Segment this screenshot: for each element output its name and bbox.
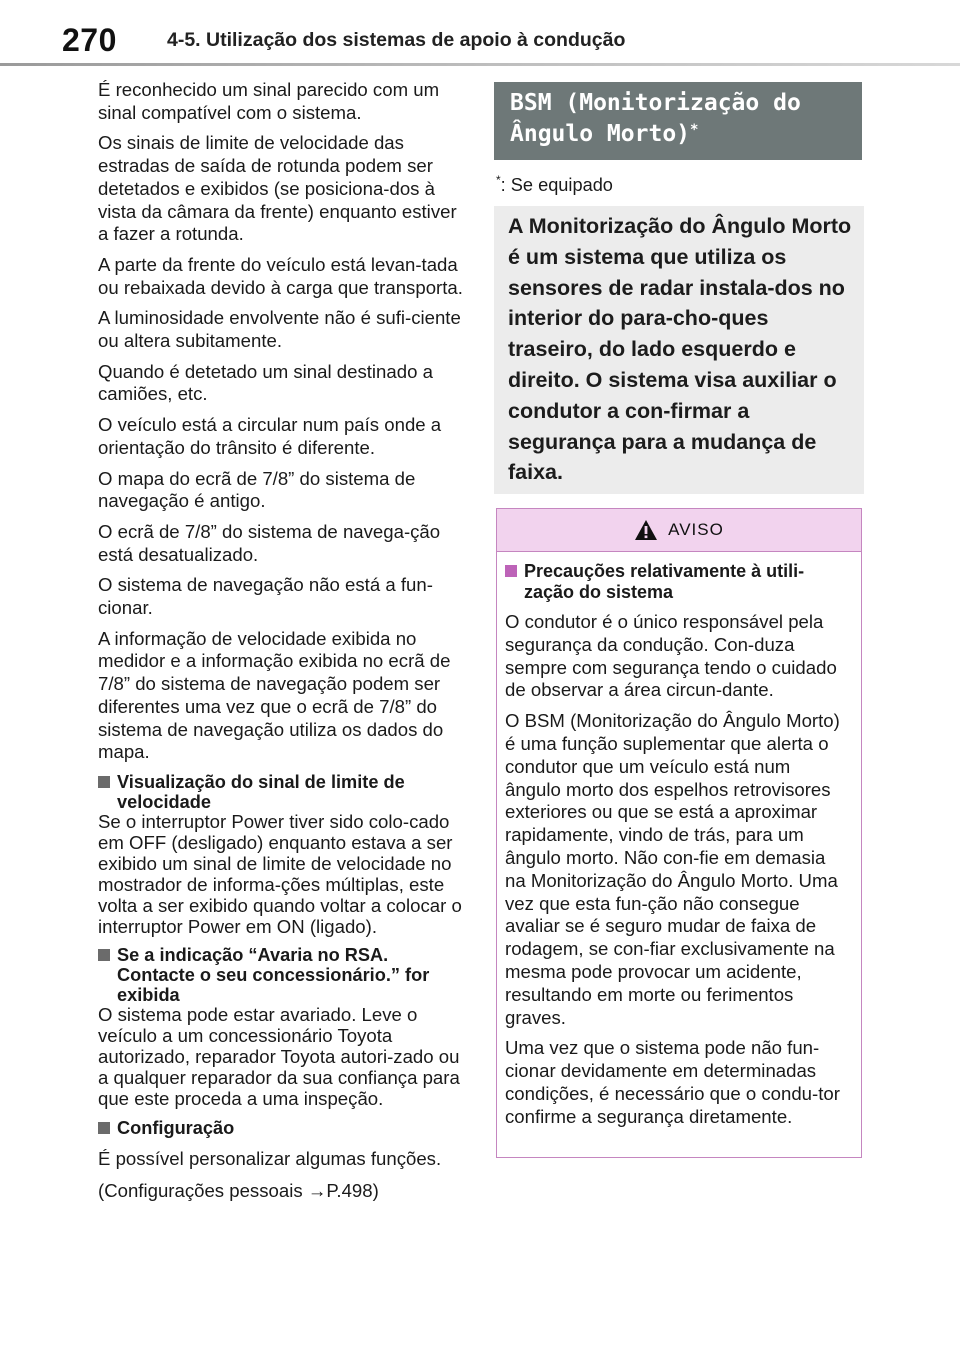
- page-number: 270: [62, 22, 117, 58]
- paragraph: Os sinais de limite de velocidade das estradas de saída de rotunda podem ser detetados e exibidos (se posiciona-dos à vista da câmara da frente) enquanto estiver a fazer a rotunda.: [98, 132, 457, 245]
- warning-paragraph: Uma vez que o sistema pode não fun-cionar devidamente em determinadas condições, é necessário que o condu-tor confirme a segurança diretamente.: [505, 1037, 840, 1127]
- section-heading-rsa-fault: [98, 945, 466, 1005]
- footnote-mark: *: [496, 173, 501, 187]
- paragraph: O mapa do ecrã de 7/8” do sistema de navegação é antigo.: [98, 467, 416, 512]
- paragraph: É reconhecido um sinal parecido com um sinal compatível com o sistema.: [98, 79, 440, 123]
- section-body: É possível personalizar algumas funções.: [98, 1147, 442, 1169]
- equipment-footnote-mark: *: [690, 122, 699, 138]
- right-column: [494, 82, 864, 494]
- paragraph: Quando é detetado um sinal destinado a camiões, etc.: [98, 360, 433, 405]
- square-bullet-icon: [98, 776, 110, 788]
- summary-box: A Monitorização do Ângulo Morto é um sistema que utiliza os sensores de radar instala-dos no interior do para-cho-ques traseiro, do lado esquerdo e direito. O sistema visa auxiliar o condutor a con-firmar a segurança para a mudança de faixa.: [494, 206, 864, 494]
- warning-header: [497, 509, 861, 552]
- bsm-section-title: [494, 82, 862, 160]
- warning-subheading: [505, 561, 849, 603]
- warning-triangle-icon: [634, 519, 658, 541]
- warning-box: [496, 508, 862, 1158]
- warning-label: AVISO: [668, 520, 724, 539]
- section-title: 4-5. Utilização dos sistemas de apoio à condução: [167, 29, 626, 51]
- square-bullet-icon: [98, 1122, 110, 1134]
- footnote: [496, 173, 864, 196]
- warning-paragraph: O BSM (Monitorização do Ângulo Morto) é uma função suplementar que alerta o condutor que um veículo está num ângulo morto dos espelhos retrovisores exteriores ou que se está a aproximar rapidamente, vindo de trás, para um ângulo morto. Não con-fie em demasia na Monitorização do Ângulo Morto. Uma vez que esta fun-ção não consegue avaliar se é seguro mudar de faixa de rodagem, se con-fiar exclusivamente na mesma pode provocar um acidente, resultando em morte ou ferimentos graves.: [505, 710, 840, 1028]
- page-header: [0, 0, 960, 80]
- warning-content: [497, 552, 861, 1129]
- bsm-title-text: BSM (Monitorização do Ângulo Morto): [510, 90, 801, 147]
- section-heading-configuration: [98, 1118, 466, 1138]
- section-body: Se o interruptor Power tiver sido colo-cado em OFF (desligado) enquanto estava a ser exibido um sinal de limite de velocidade no mostrador de informa-ções múltiplas, este volta a ser exibido quando voltar a colocar o interruptor Power em ON (ligado).: [98, 810, 462, 937]
- section-heading-text: Visualização do sinal de limite de velocidade: [117, 771, 405, 812]
- left-column: [98, 79, 466, 1210]
- header-divider: [0, 63, 960, 66]
- square-bullet-icon: [98, 949, 110, 961]
- paragraph: O veículo está a circular num país onde a orientação do trânsito é diferente.: [98, 414, 442, 458]
- section-body: O sistema pode estar avariado. Leve o veículo a um concessionário Toyota autorizado, reparador Toyota autori-zado ou a qualquer reparador da sua confiança para que este proceda a uma inspeção.: [98, 1004, 460, 1110]
- square-bullet-icon: [505, 565, 517, 577]
- page-reference: (Configurações pessoais →P.498): [98, 1179, 379, 1201]
- paragraph: A informação de velocidade exibida no medidor e a informação exibida no ecrã de 7/8” do sistema de navegação podem ser diferentes uma vez que o ecrã de 7/8” do sistema de navegação utiliza os dados do mapa.: [98, 627, 451, 763]
- paragraph: O ecrã de 7/8” do sistema de navega-ção está desatualizado.: [98, 520, 441, 565]
- warning-paragraph: O condutor é o único responsável pela segurança da condução. Con-duza sempre com segurança tendo o cuidado de observar a área circun-dante.: [505, 611, 837, 701]
- section-heading-speed-sign: [98, 772, 466, 812]
- paragraph: A luminosidade envolvente não é sufi-ciente ou altera subitamente.: [98, 307, 461, 352]
- warning-subheading-text: Precauções relativamente à utili-zação do sistema: [524, 561, 805, 602]
- section-heading-text: Se a indicação “Avaria no RSA. Contacte o seu concessionário.” for exibida: [117, 945, 430, 1006]
- paragraph: O sistema de navegação não está a fun-cionar.: [98, 574, 433, 619]
- section-heading-text: Configuração: [117, 1117, 235, 1138]
- footnote-text: : Se equipado: [500, 175, 613, 196]
- paragraph: A parte da frente do veículo está levan-tada ou rebaixada devido à carga que transporta.: [98, 253, 463, 298]
